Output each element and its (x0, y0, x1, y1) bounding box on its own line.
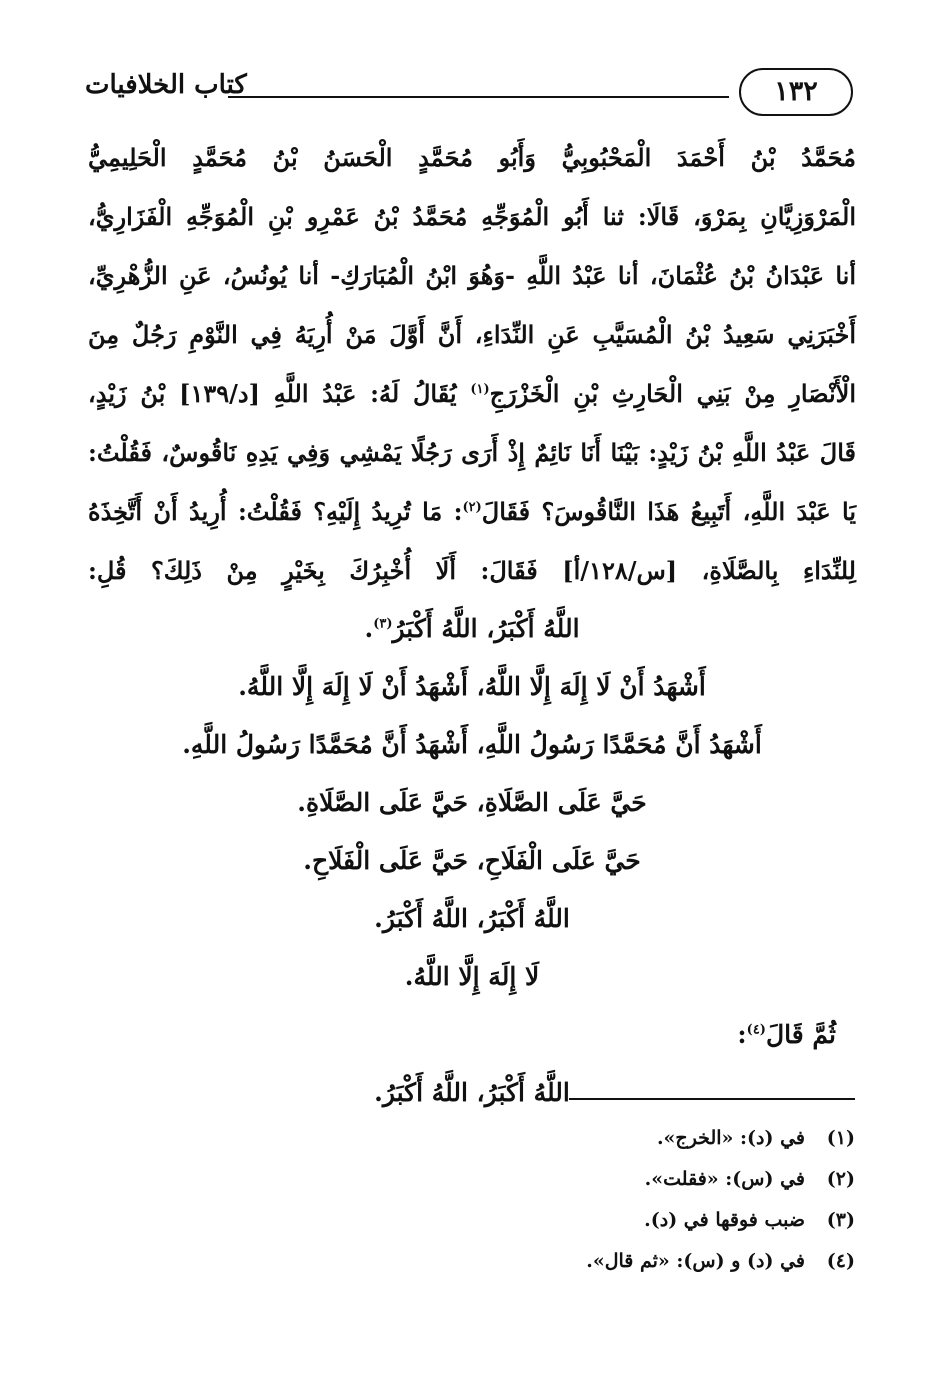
adhan-line: أَشْهَدُ أَنْ لَا إِلَهَ إِلَّا اللَّهُ، أَشْهَدُ أَنْ لَا إِلَهَ إِلَّا اللَّهُ. (238, 672, 706, 701)
page-header (85, 66, 853, 122)
adhan-line: اللَّهُ أَكْبَرُ، اللَّهُ أَكْبَرُ. (374, 904, 570, 933)
text-line: الْأَنْصَارِ مِنْ بَنِي الْحَارِثِ بْنِ الْخَزْرَجِ$^{(١)}$ يُقَالُ لَهُ: عَبْدُ اللَّهِ [د/١٣٩] بْنُ زَيْدٍ، (88, 379, 856, 408)
footnote-number: (٢) (826, 1168, 855, 1190)
footnote-separator (569, 1098, 855, 1100)
footnote-text: في (س): «فقلت». (644, 1168, 805, 1190)
header-rule (228, 96, 729, 98)
adhan-line: اللَّهُ أَكْبَرُ، اللَّهُ أَكْبَرُ$^{(٣)}$. (364, 614, 580, 643)
page-number-badge: ١٣٢ (739, 68, 853, 116)
then-said-line: ثُمَّ قَالَ$^{(٤)}$: (737, 1020, 836, 1049)
footnote (155, 1159, 855, 1200)
text-line: أنا عَبْدَانُ بْنُ عُثْمَانَ، أنا عَبْدُ اللَّهِ -وَهُوَ ابْنُ الْمُبَارَكِ- أنا يُونُسُ، عَنِ الزُّهْرِيِّ، (88, 261, 856, 290)
footnote-marker: (١) (470, 382, 490, 397)
text-line: قَالَ عَبْدُ اللَّهِ بْنُ زَيْدٍ: بَيْنَا أَنَا نَائِمٌ إِذْ أَرَى رَجُلًا يَمْشِي وَفِي يَدِهِ نَاقُوسٌ، فَقُلْتُ: (88, 438, 856, 467)
footnote-marker: (٣) (373, 616, 393, 632)
adhan-line: حَيَّ عَلَى الْفَلَاحِ، حَيَّ عَلَى الْفَلَاحِ. (303, 846, 641, 875)
text-line: يَا عَبْدَ اللَّهِ، أَتَبِيعُ هَذَا النَّاقُوسَ؟ فَقَالَ$^{(٢)}$: مَا تُرِيدُ إِلَيْهِ؟ فَقُلْتُ: أُرِيدُ أَنْ أَتَّخِذَهُ (88, 497, 857, 526)
footnote-number: (٤) (826, 1250, 855, 1272)
running-title: كتاب الخلافيات (85, 70, 247, 100)
footnote-number: (٣) (826, 1209, 855, 1231)
footnote-text: ضبب فوقها في (د). (644, 1209, 805, 1231)
adhan-line: لَا إِلَهَ إِلَّا اللَّهُ. (404, 962, 540, 991)
text-line: الْمَرْوَزِيَّانِ بِمَرْوَ، قَالَا: ثنا أَبُو الْمُوَجِّهِ مُحَمَّدُ بْنُ عَمْرِو بْنِ الْمُوَجِّهِ الْفَزَارِيُّ، (88, 202, 857, 231)
footnote-number: (١) (826, 1127, 855, 1149)
text-line: مُحَمَّدُ بْنُ أَحْمَدَ الْمَحْبُوبِيُّ وَأَبُو مُحَمَّدٍ الْحَسَنُ بْنُ مُحَمَّدٍ الْحَلِيمِيُّ (88, 143, 856, 172)
main-text (88, 128, 856, 1122)
adhan-line: اللَّهُ أَكْبَرُ، اللَّهُ أَكْبَرُ. (374, 1078, 570, 1107)
text-line: أَخْبَرَنِي سَعِيدُ بْنُ الْمُسَيَّبِ عَنِ النِّدَاءِ، أَنَّ أَوَّلَ مَنْ أُرِيَهُ فِي النَّوْمِ رَجُلٌ مِنَ (88, 320, 856, 349)
footnote (155, 1118, 855, 1159)
footnote (155, 1241, 855, 1282)
footnote-marker: (٢) (462, 500, 482, 515)
footnote-text: في (د) و (س): «ثم قال». (586, 1250, 805, 1272)
text-line: لِلنِّدَاءِ بِالصَّلَاةِ، [س/١٢٨/أ] فَقَالَ: أَلَا أُخْبِرُكَ بِخَيْرٍ مِنْ ذَلِكَ؟ قُلِ: (88, 556, 856, 585)
adhan-line: أَشْهَدُ أَنَّ مُحَمَّدًا رَسُولُ اللَّهِ، أَشْهَدُ أَنَّ مُحَمَّدًا رَسُولُ اللَّهِ. (182, 730, 762, 759)
footnote-text: في (د): «الخرج». (656, 1127, 805, 1149)
footnotes (155, 1118, 855, 1282)
footnote-marker: (٤) (746, 1022, 766, 1038)
adhan-line: حَيَّ عَلَى الصَّلَاةِ، حَيَّ عَلَى الصَّلَاةِ. (297, 788, 647, 817)
footnote (155, 1200, 855, 1241)
